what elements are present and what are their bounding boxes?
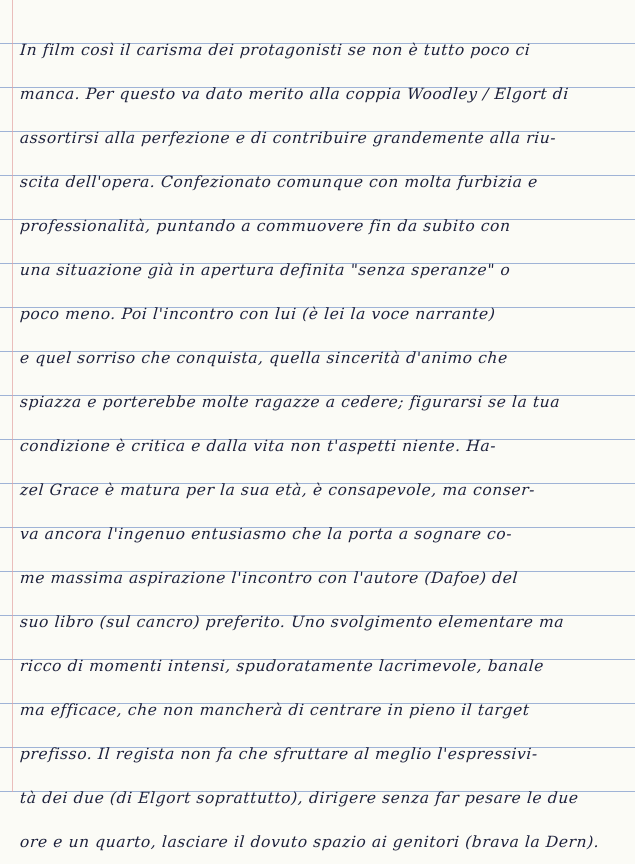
text-line: e quel sorriso che conquista, quella sincerità d'animo che [19,349,509,367]
margin-line [12,0,13,792]
text-line: una situazione già in apertura definita "senza speranze" o [19,261,512,279]
text-line: poco meno. Poi l'incontro con lui (è lei la voce narrante) [19,305,497,323]
text-line: ma efficace, che non mancherà di centrare in pieno il target [19,701,531,719]
text-line: ricco di momenti intensi, spudoratamente lacrimevole, banale [19,657,545,675]
text-line: ore e un quarto, lasciare il dovuto spazio ai genitori (brava la Dern). [19,833,601,851]
text-line: zel Grace è matura per la sua età, è consapevole, ma conser- [19,481,536,499]
text-line: me massima aspirazione l'incontro con l'autore (Dafoe) del [19,569,519,587]
text-line: scita dell'opera. Confezionato comunque con molta furbizia e [19,173,539,191]
text-line: suo libro (sul cancro) preferito. Uno svolgimento elementare ma [19,613,565,631]
text-line: manca. Per questo va dato merito alla coppia Woodley / Elgort di [19,85,570,103]
text-line: assortirsi alla perfezione e di contribuire grandemente alla riu- [19,129,557,147]
text-line: prefisso. Il regista non fa che sfruttare al meglio l'espressivi- [19,745,539,763]
text-line: In film così il carisma dei protagonisti se non è tutto poco ci [19,41,532,59]
text-line: spiazza e porterebbe molte ragazze a cedere; figurarsi se la tua [19,393,561,411]
text-line: va ancora l'ingenuo entusiasmo che la porta a sognare co- [19,525,513,543]
text-line: condizione è critica e dalla vita non t'aspetti niente. Ha- [19,437,497,455]
handwritten-text [20,28,629,864]
text-line: professionalità, puntando a commuovere fin da subito con [19,217,512,235]
text-line: tà dei due (di Elgort soprattutto), dirigere senza far pesare le due [19,789,580,807]
